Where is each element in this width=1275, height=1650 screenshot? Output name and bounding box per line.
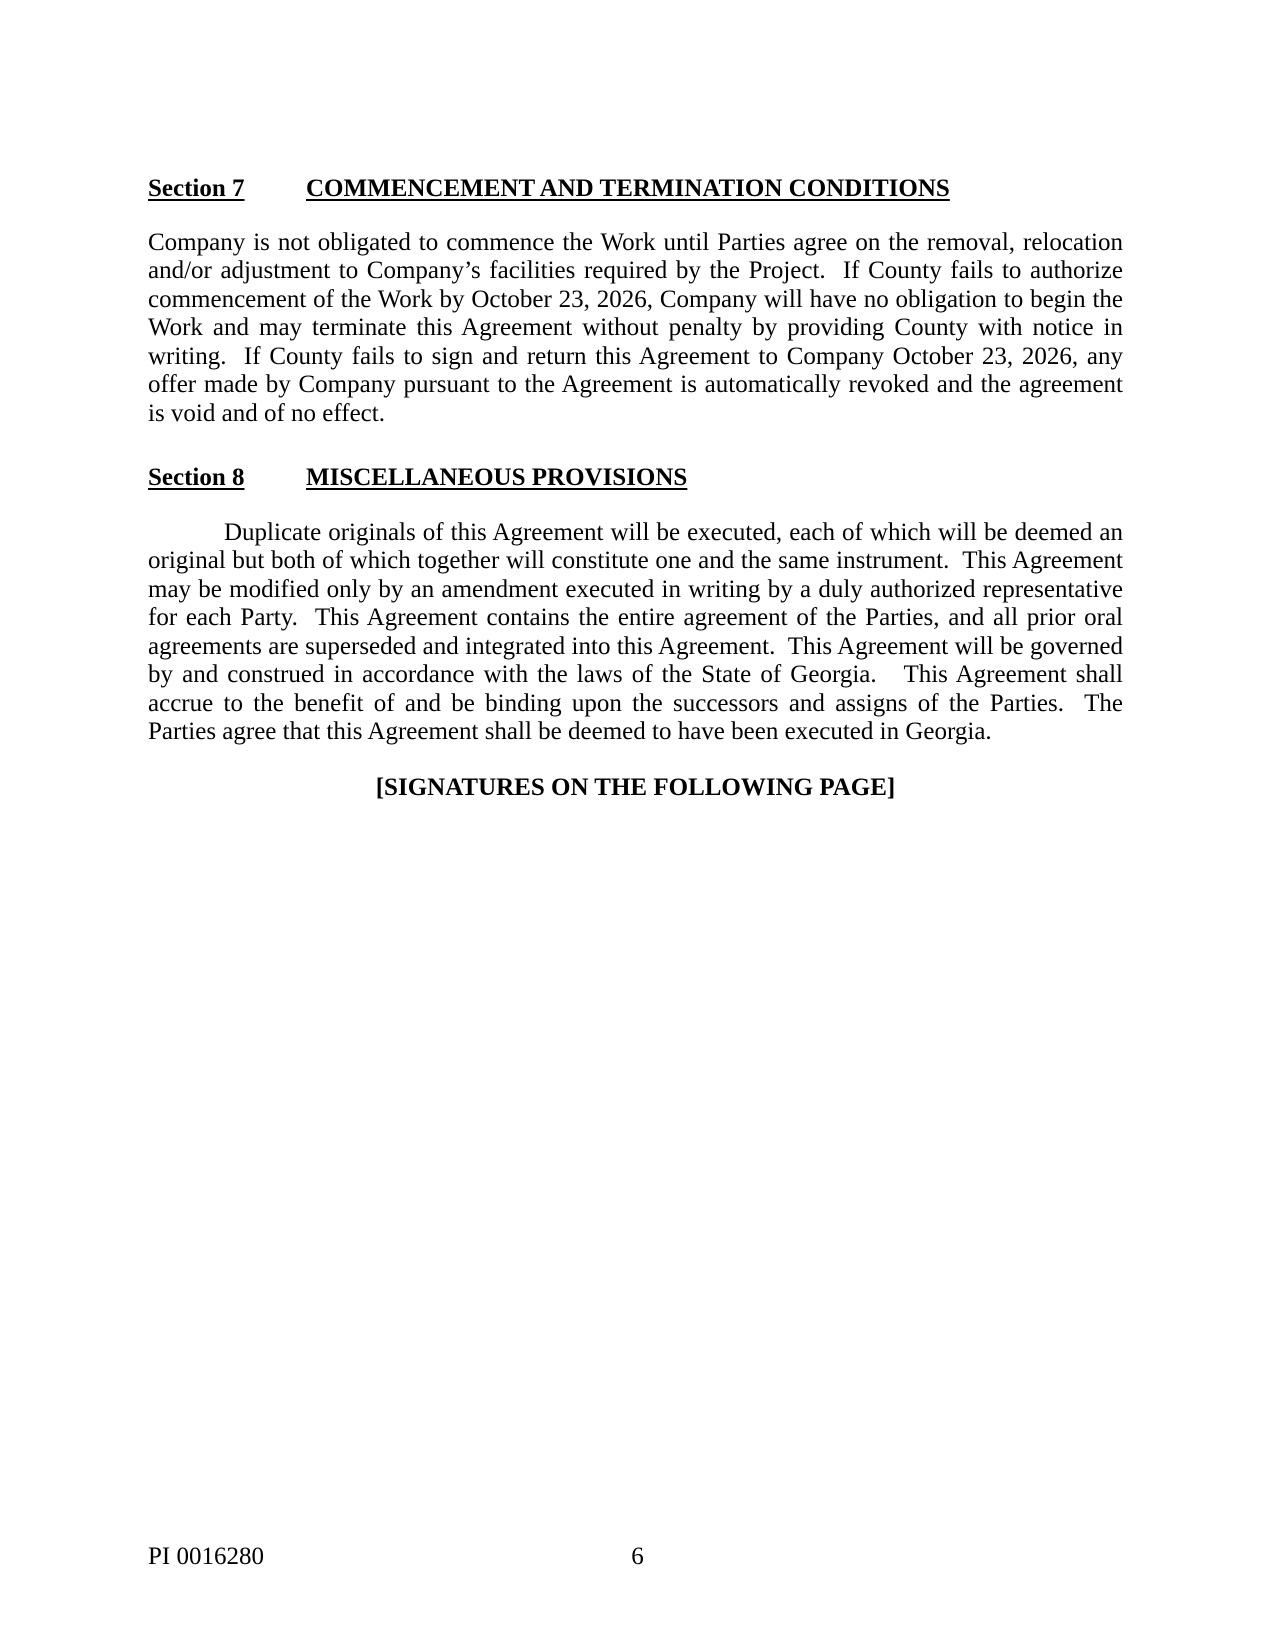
page-number: 6 (631, 1543, 644, 1570)
section-7-number-cell (148, 175, 306, 204)
section-8-body: Duplicate originals of this Agreement will be executed, each of which will be deemed an original but both of which together will constitute one and the same instrument. This Agreement may be modified only by an amendment executed in writing by a duly authorized representative for each Party. This Agreement contains the entire agreement of the Parties, and all prior oral agreements are superseded and integrated into this Agreement. This Agreement will be governed by and construed in accordance with the laws of the State of Georgia. This Agreement shall accrue to the benefit of and be binding upon the successors and assigns of the Parties. The Parties agree that this Agreement shall be deemed to have been executed in Georgia. (148, 518, 1123, 745)
section-8-title: MISCELLANEOUS PROVISIONS (306, 464, 688, 491)
section-8-heading (148, 464, 1123, 493)
section-7-title: COMMENCEMENT AND TERMINATION CONDITIONS (306, 175, 950, 202)
signature-notice: [SIGNATURES ON THE FOLLOWING PAGE] (375, 773, 896, 801)
page-footer (0, 1543, 1275, 1573)
document-id: PI 0016280 (148, 1543, 264, 1570)
section-7-number: Section 7 (148, 175, 245, 202)
document-content (148, 175, 1123, 802)
section-7-body: Company is not obligated to commence the Work until Parties agree on the removal, relocation and/or adjustment to Company’s facilities required by the Project. If County fails to authorize commencement of the Work by October 23, 2026, Company will have no obligation to begin the Work and may terminate this Agreement without penalty by providing County with notice in writing. If County fails to sign and return this Agreement to Company October 23, 2026, any offer made by Company pursuant to the Agreement is automatically revoked and the agreement is void and of no effect. (148, 228, 1123, 427)
section-8-number: Section 8 (148, 464, 245, 491)
section-8-number-cell (148, 464, 306, 493)
section-7-heading (148, 175, 1123, 204)
